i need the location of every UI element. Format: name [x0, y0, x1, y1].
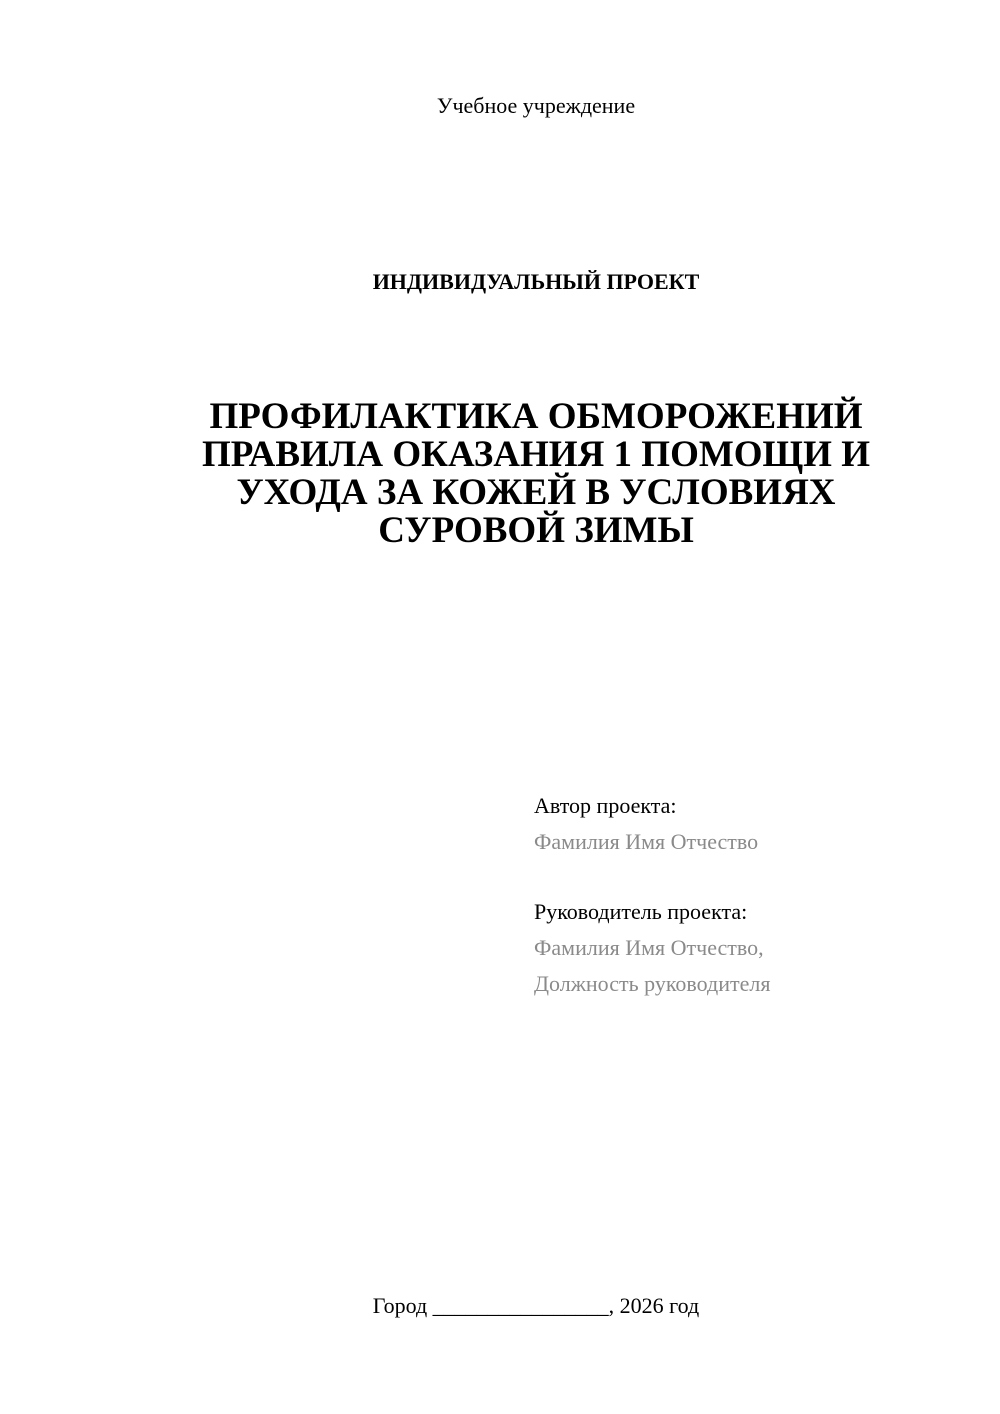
project-info-block [534, 788, 974, 1002]
supervisor-name: Фамилия Имя Отчество, [534, 935, 764, 960]
document-type: ИНДИВИДУАЛЬНЫЙ ПРОЕКТ [372, 269, 700, 294]
info-spacer [534, 860, 974, 894]
city-year-line: Город ________________, 2026 год [372, 1293, 700, 1318]
supervisor-position: Должность руководителя [534, 971, 771, 996]
institution-name: Учебное учреждение [436, 93, 636, 118]
author-label: Автор проекта: [534, 793, 677, 818]
project-title [150, 398, 922, 550]
project-title-line: УХОДА ЗА КОЖЕЙ В УСЛОВИЯХ [236, 472, 836, 513]
project-title-line: ПРАВИЛА ОКАЗАНИЯ 1 ПОМОЩИ И [201, 434, 870, 475]
author-name: Фамилия Имя Отчество [534, 829, 759, 854]
supervisor-label: Руководитель проекта: [534, 899, 748, 924]
project-title-line: СУРОВОЙ ЗИМЫ [378, 510, 694, 551]
project-title-line: ПРОФИЛАКТИКА ОБМОРОЖЕНИЙ [209, 396, 863, 437]
